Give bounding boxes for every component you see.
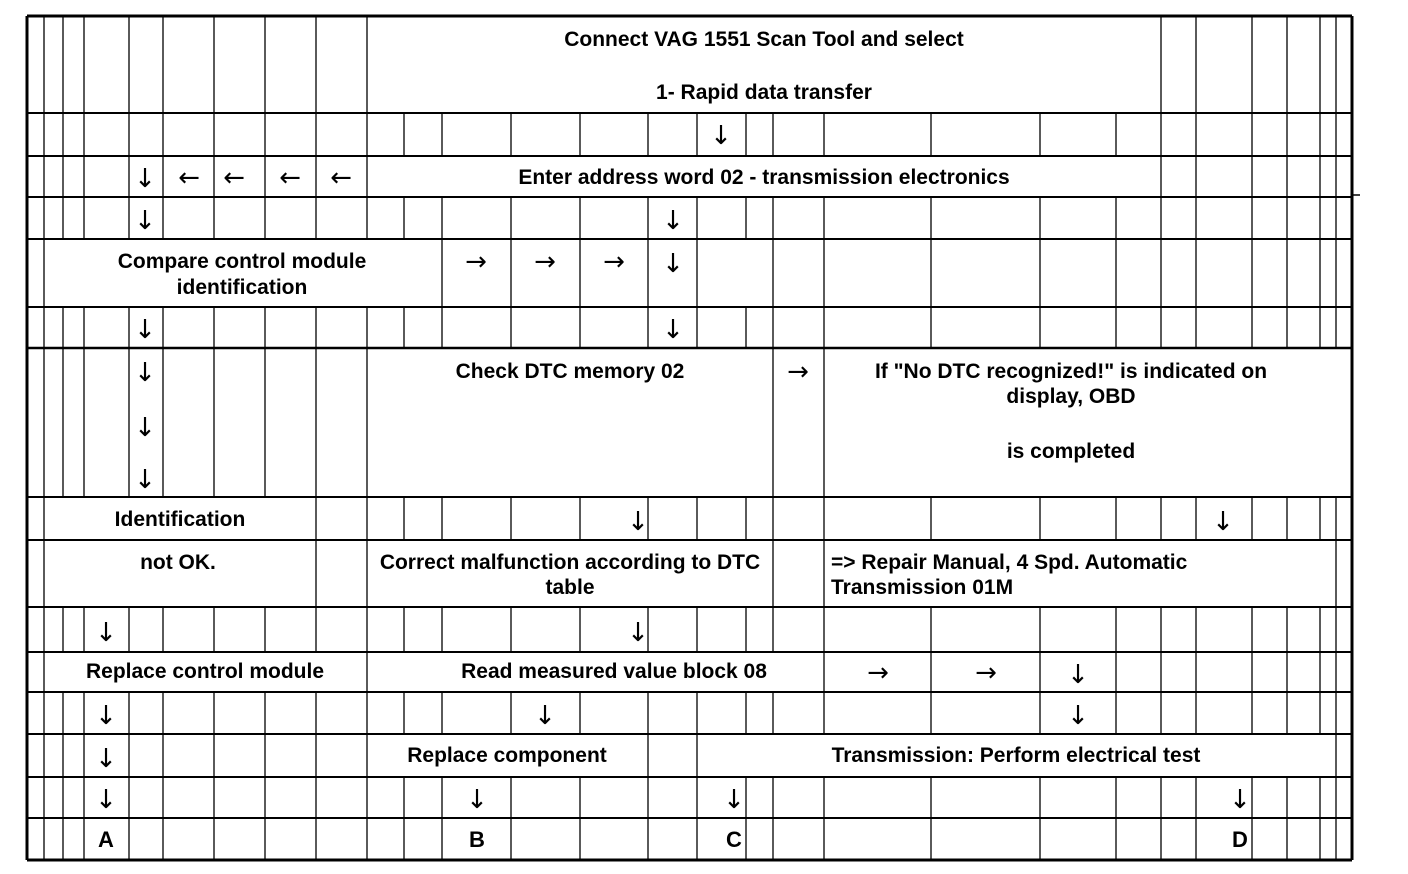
step-electrical-test: Transmission: Perform electrical test [831, 744, 1201, 767]
outcome-c: C [726, 827, 742, 852]
arrow-left-icon: ← [178, 163, 200, 193]
step-replace-control-module: Replace control module [85, 660, 325, 683]
arrow-right-icon: → [465, 247, 487, 277]
arrow-down-icon: ↓ [95, 785, 117, 815]
arrow-left-icon: ← [330, 163, 352, 193]
arrow-down-icon: ↓ [134, 206, 156, 236]
flow-arrows [95, 121, 1251, 815]
step-address-word: Enter address word 02 - transmission electronics [518, 166, 1010, 189]
step-no-dtc-line3: is completed [1006, 440, 1136, 463]
arrow-down-icon: ↓ [662, 249, 684, 279]
arrow-left-icon: ← [223, 163, 245, 193]
arrow-down-icon: ↓ [134, 164, 156, 194]
arrow-down-icon: ↓ [134, 358, 156, 388]
flowchart-labels [86, 28, 1267, 852]
step-no-dtc-line2: display, OBD [1006, 385, 1136, 408]
arrow-down-icon: ↓ [1212, 507, 1234, 537]
arrow-down-icon: ↓ [1067, 701, 1089, 731]
step-repair-line2: Transmission 01M [831, 576, 1014, 599]
arrow-right-icon: → [975, 658, 997, 688]
arrow-right-icon: → [534, 247, 556, 277]
step-compare-line1: Compare control module [117, 250, 367, 273]
arrow-right-icon: → [787, 357, 809, 387]
arrow-down-icon: ↓ [95, 744, 117, 774]
arrow-right-icon: → [867, 658, 889, 688]
step-repair-line1: => Repair Manual, 4 Spd. Automatic [831, 551, 1188, 574]
step-rapid-transfer: 1- Rapid data transfer [656, 81, 872, 104]
arrow-down-icon: ↓ [662, 315, 684, 345]
step-check-dtc: Check DTC memory 02 [455, 360, 685, 383]
arrow-down-icon: ↓ [134, 465, 156, 495]
step-not-ok: not OK. [140, 551, 216, 574]
arrow-down-icon: ↓ [662, 206, 684, 236]
arrow-down-icon: ↓ [710, 121, 732, 151]
step-identification: Identification [114, 508, 246, 531]
grid-lines [27, 16, 1360, 860]
step-compare-line2: identification [176, 276, 308, 299]
arrow-down-icon: ↓ [95, 618, 117, 648]
step-connect: Connect VAG 1551 Scan Tool and select [564, 28, 964, 51]
step-replace-component: Replace component [407, 744, 607, 767]
arrow-down-icon: ↓ [1229, 785, 1251, 815]
arrow-down-icon: ↓ [466, 785, 488, 815]
step-read-measured-block: Read measured value block 08 [461, 660, 767, 683]
arrow-left-icon: ← [279, 163, 301, 193]
step-correct-line1: Correct malfunction according to DTC [379, 551, 761, 574]
outcome-b: B [469, 827, 485, 852]
arrow-down-icon: ↓ [134, 413, 156, 443]
step-no-dtc-line1: If "No DTC recognized!" is indicated on [874, 360, 1268, 383]
outcome-a: A [98, 827, 114, 852]
arrow-down-icon: ↓ [627, 618, 649, 648]
arrow-down-icon: ↓ [627, 507, 649, 537]
arrow-right-icon: → [603, 247, 625, 277]
outcome-d: D [1232, 827, 1248, 852]
arrow-down-icon: ↓ [95, 701, 117, 731]
step-correct-line2: table [545, 576, 595, 599]
arrow-down-icon: ↓ [1067, 660, 1089, 690]
arrow-down-icon: ↓ [134, 315, 156, 345]
arrow-down-icon: ↓ [723, 785, 745, 815]
arrow-down-icon: ↓ [534, 701, 556, 731]
